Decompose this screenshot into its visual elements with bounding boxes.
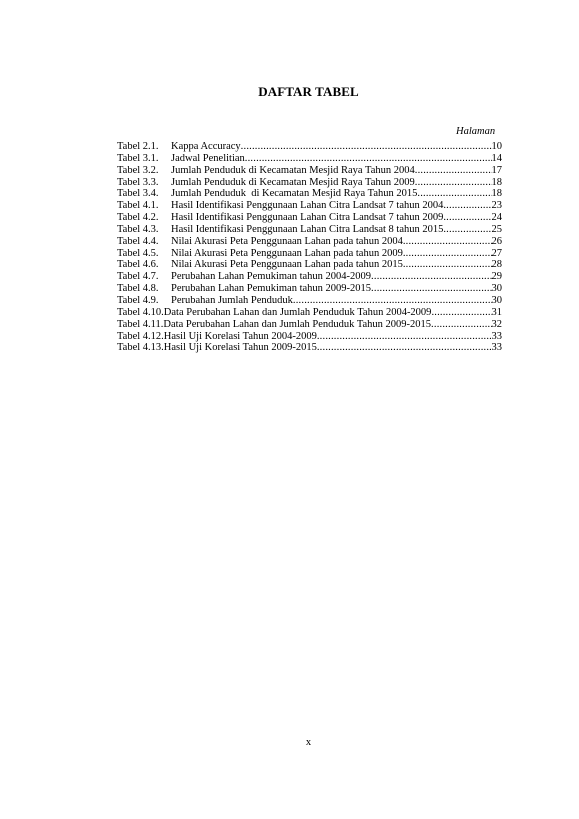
table-number: Tabel 4.13.	[117, 342, 164, 354]
dot-leader	[245, 153, 492, 165]
dot-leader	[317, 331, 492, 343]
page-number: 24	[491, 212, 502, 224]
list-item[interactable]	[117, 271, 502, 283]
table-number: Tabel 3.1.	[117, 152, 159, 164]
list-item[interactable]	[117, 165, 502, 177]
table-title: Nilai Akurasi Peta Penggunaan Lahan pada tahun 2004	[171, 235, 403, 247]
dot-leader	[415, 177, 492, 189]
list-item[interactable]	[117, 224, 502, 236]
page-number: 26	[491, 235, 502, 247]
table-number: Tabel 3.4.	[117, 188, 159, 200]
table-number: Tabel 4.11.	[117, 318, 164, 330]
table-title: Jumlah Penduduk di Kecamatan Mesjid Raya Tahun 2015	[171, 188, 418, 200]
list-item[interactable]	[117, 248, 502, 260]
table-title: Perubahan Jumlah Penduduk	[171, 294, 293, 306]
table-title: Nilai Akurasi Peta Penggunaan Lahan pada tahun 2015	[171, 259, 403, 271]
dot-leader	[443, 200, 491, 212]
table-number: Tabel 4.10.	[117, 306, 164, 318]
page-number: 14	[491, 152, 502, 164]
page-number: 31	[491, 306, 502, 318]
list-item[interactable]	[117, 153, 502, 165]
table-number: Tabel 4.1.	[117, 200, 159, 212]
page-number: 28	[491, 259, 502, 271]
page-number: 30	[491, 283, 502, 295]
page-number: 10	[491, 141, 502, 152]
table-title: Data Perubahan Lahan dan Jumlah Penduduk Tahun 2004-2009	[163, 306, 432, 318]
table-number: Tabel 4.2.	[117, 212, 159, 224]
list-item[interactable]	[117, 141, 502, 153]
table-title: Hasil Uji Korelasi Tahun 2009-2015	[163, 342, 317, 354]
table-number: Tabel 3.2.	[117, 164, 159, 176]
page-number: 32	[491, 318, 502, 330]
page-number: 33	[491, 342, 502, 354]
table-title: Jumlah Penduduk di Kecamatan Mesjid Raya Tahun 2004	[171, 164, 415, 176]
table-title: Jumlah Penduduk di Kecamatan Mesjid Raya Tahun 2009	[171, 176, 415, 188]
page-number: 18	[491, 176, 502, 188]
page-number: 17	[491, 164, 502, 176]
page-title: DAFTAR TABEL	[258, 84, 359, 99]
page-number: 25	[491, 223, 502, 235]
footer-page-number: x	[305, 737, 312, 748]
table-title: Data Perubahan Lahan dan Jumlah Penduduk Tahun 2009-2015	[163, 318, 432, 330]
list-item[interactable]	[117, 177, 502, 189]
dot-leader	[403, 236, 492, 248]
table-number: Tabel 4.12.	[117, 330, 164, 342]
dot-leader	[431, 307, 491, 319]
list-item[interactable]	[117, 283, 502, 295]
list-item[interactable]	[117, 319, 502, 331]
list-item[interactable]	[117, 259, 502, 271]
list-item[interactable]	[117, 295, 502, 307]
dot-leader	[371, 283, 491, 295]
page-number: 27	[491, 247, 502, 259]
table-number: Tabel 4.7.	[117, 271, 159, 283]
table-number: Tabel 4.8.	[117, 283, 159, 295]
table-number: Tabel 4.4.	[117, 235, 159, 247]
dot-leader	[443, 224, 491, 236]
list-item[interactable]	[117, 188, 502, 200]
page-number: 33	[491, 330, 502, 342]
list-item[interactable]	[117, 236, 502, 248]
table-number: Tabel 2.1.	[117, 141, 159, 152]
table-title: Perubahan Lahan Pemukiman tahun 2009-2015	[171, 283, 372, 295]
table-title: Hasil Identifikasi Penggunaan Lahan Citra Landsat 7 tahun 2004	[171, 200, 444, 212]
dot-leader	[415, 165, 492, 177]
table-number: Tabel 4.5.	[117, 247, 159, 259]
page-column-header: Halaman	[456, 126, 496, 137]
page-number: 30	[491, 294, 502, 306]
table-title: Perubahan Lahan Pemukiman tahun 2004-2009	[171, 271, 372, 283]
dot-leader	[241, 141, 492, 153]
table-list	[117, 141, 502, 354]
dot-leader	[417, 188, 491, 200]
dot-leader	[317, 342, 492, 354]
table-title: Nilai Akurasi Peta Penggunaan Lahan pada tahun 2009	[171, 247, 403, 259]
table-title: Hasil Identifikasi Penggunaan Lahan Citra Landsat 8 tahun 2015	[171, 223, 444, 235]
list-item[interactable]	[117, 200, 502, 212]
table-number: Tabel 4.3.	[117, 223, 159, 235]
dot-leader	[403, 259, 492, 271]
table-title: Hasil Identifikasi Penggunaan Lahan Citra Landsat 7 tahun 2009	[171, 212, 444, 224]
dot-leader	[443, 212, 491, 224]
list-item[interactable]	[117, 212, 502, 224]
table-number: Tabel 4.6.	[117, 259, 159, 271]
table-title: Jadwal Penelitian	[171, 152, 245, 164]
dot-leader	[431, 319, 491, 331]
dot-leader	[403, 248, 492, 260]
table-number: Tabel 3.3.	[117, 176, 159, 188]
dot-leader	[371, 271, 491, 283]
page-number: 23	[491, 200, 502, 212]
table-title: Hasil Uji Korelasi Tahun 2004-2009	[163, 330, 317, 342]
dot-leader	[293, 295, 492, 307]
table-title: Kappa Accuracy	[171, 141, 241, 152]
table-number: Tabel 4.9.	[117, 294, 159, 306]
page-number: 18	[491, 188, 502, 200]
list-item[interactable]	[117, 307, 502, 319]
page-number: 29	[491, 271, 502, 283]
list-item[interactable]	[117, 331, 502, 343]
list-item[interactable]	[117, 342, 502, 354]
